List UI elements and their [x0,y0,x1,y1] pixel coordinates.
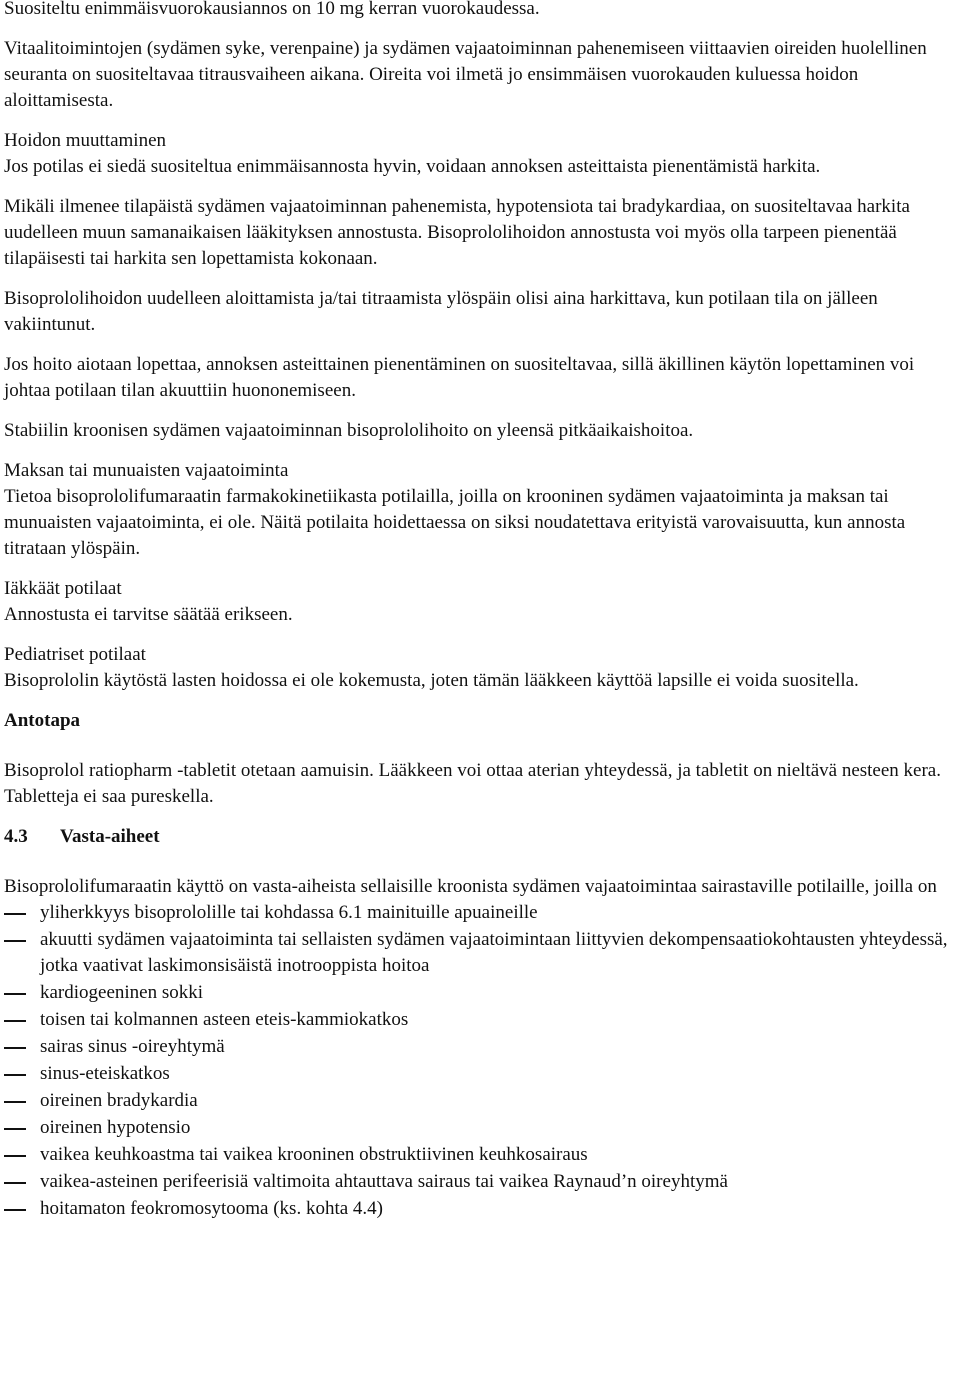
list-item: akuutti sydämen vajaatoiminta tai sellaisten sydämen vajaatoimintaan liittyvien dekompensaatiokohtausten yhteydessä, jotka vaativat laskimonsisäistä inotrooppista hoitoa [4,927,956,979]
list-item: hoitamaton feokromosytooma (ks. kohta 4.4) [4,1196,956,1222]
paragraph-dose-change: Jos potilas ei siedä suositeltua enimmäisannosta hyvin, voidaan annoksen asteittaista pienentämistä harkita. [4,156,821,177]
paragraph-max-dose: Suositeltu enimmäisvuorokausiannos on 10 mg kerran vuorokaudessa. [4,0,540,19]
subheading-dose-change: Hoidon muuttaminen [4,130,167,151]
paragraph-long-term: Stabiilin kroonisen sydämen vajaatoiminnan bisoprololihoito on yleensä pitkäaikaishoitoa. [4,420,694,441]
contraindications-list [4,900,956,1222]
heading-administration: Antotapa [4,710,81,731]
list-item: toisen tai kolmannen asteen eteis-kammiokatkos [4,1007,956,1033]
list-item: vaikea-asteinen perifeerisiä valtimoita ahtauttava sairaus tai vaikea Raynaud’n oireyhtymä [4,1169,956,1195]
list-item: sairas sinus -oireyhtymä [4,1034,956,1060]
paragraph-pediatric: Bisoprololin käytöstä lasten hoidossa ei ole kokemusta, joten tämän lääkkeen käyttöä lapsille ei voida suositella. [4,670,859,691]
section-pediatric [4,642,956,694]
paragraph-monitoring: Vitaalitoimintojen (sydämen syke, verenpaine) ja sydämen vajaatoiminnan pahenemiseen viittaavien oireiden huolellinen seuranta on suositeltavaa titrausvaiheen aikana. Oireita voi ilmetä jo ensimmäisen vuorokauden kuluessa hoidon aloittamisesta. [4,38,927,111]
paragraph-restart: Bisoprololihoidon uudelleen aloittamista ja/tai titraamista ylöspäin olisi aina harkittava, kun potilaan tila on jälleen vakiintunut. [4,288,878,335]
paragraph-hepatic-renal: Tietoa bisoprololifumaraatin farmakokinetiikasta potilailla, joilla on krooninen sydämen vajaatoiminta ja maksan tai munuaisten vajaatoiminta, ei ole. Näitä potilaita hoidettaessa on siksi noudatettava erityistä varovaisuutta, kun annosta titrataan ylöspäin. [4,486,906,559]
list-item: vaikea keuhkoastma tai vaikea krooninen obstruktiivinen keuhkosairaus [4,1142,956,1168]
subheading-pediatric: Pediatriset potilaat [4,644,146,665]
list-item: yliherkkyys bisoprololille tai kohdassa 6.1 mainituille apuaineille [4,900,956,926]
paragraph-elderly: Annostusta ei tarvitse säätää erikseen. [4,604,293,625]
document-page [4,0,956,1223]
section-dose-change [4,128,956,180]
list-item: oireinen bradykardia [4,1088,956,1114]
section-elderly [4,576,956,628]
contraindications-intro: Bisoprololifumaraatin käyttö on vasta-aiheista sellaisille kroonista sydämen vajaatoimintaa sairastaville potilaille, joilla on [4,876,937,897]
paragraph-discontinuation: Jos hoito aiotaan lopettaa, annoksen asteittainen pienentäminen on suositeltavaa, sillä äkillinen käytön lopettaminen voi johtaa potilaan tilan akuuttiin huononemiseen. [4,354,915,401]
list-item: sinus-eteiskatkos [4,1061,956,1087]
section-hepatic-renal [4,458,956,562]
list-item: oireinen hypotensio [4,1115,956,1141]
section-title: Vasta-aiheet [60,826,160,847]
subheading-hepatic-renal: Maksan tai munuaisten vajaatoiminta [4,460,289,481]
paragraph-administration: Bisoprolol ratiopharm -tabletit otetaan aamuisin. Lääkkeen voi ottaa aterian yhteydessä, ja tabletit on nieltävä nesteen kera. Tabletteja ei saa pureskella. [4,760,941,807]
subheading-elderly: Iäkkäät potilaat [4,578,122,599]
section-number: 4.3 [4,826,28,847]
paragraph-temporary-worsening: Mikäli ilmenee tilapäistä sydämen vajaatoiminnan pahenemista, hypotensiota tai bradykardiaa, on suositeltavaa harkita uudelleen muun samanaikaisen lääkityksen annostusta. Bisoprololihoidon annostusta voi myös olla tarpeen pienentää tilapäisesti tai harkita sen lopettamista kokonaan. [4,196,910,269]
list-item: kardiogeeninen sokki [4,980,956,1006]
section-heading-4-3 [4,824,956,850]
